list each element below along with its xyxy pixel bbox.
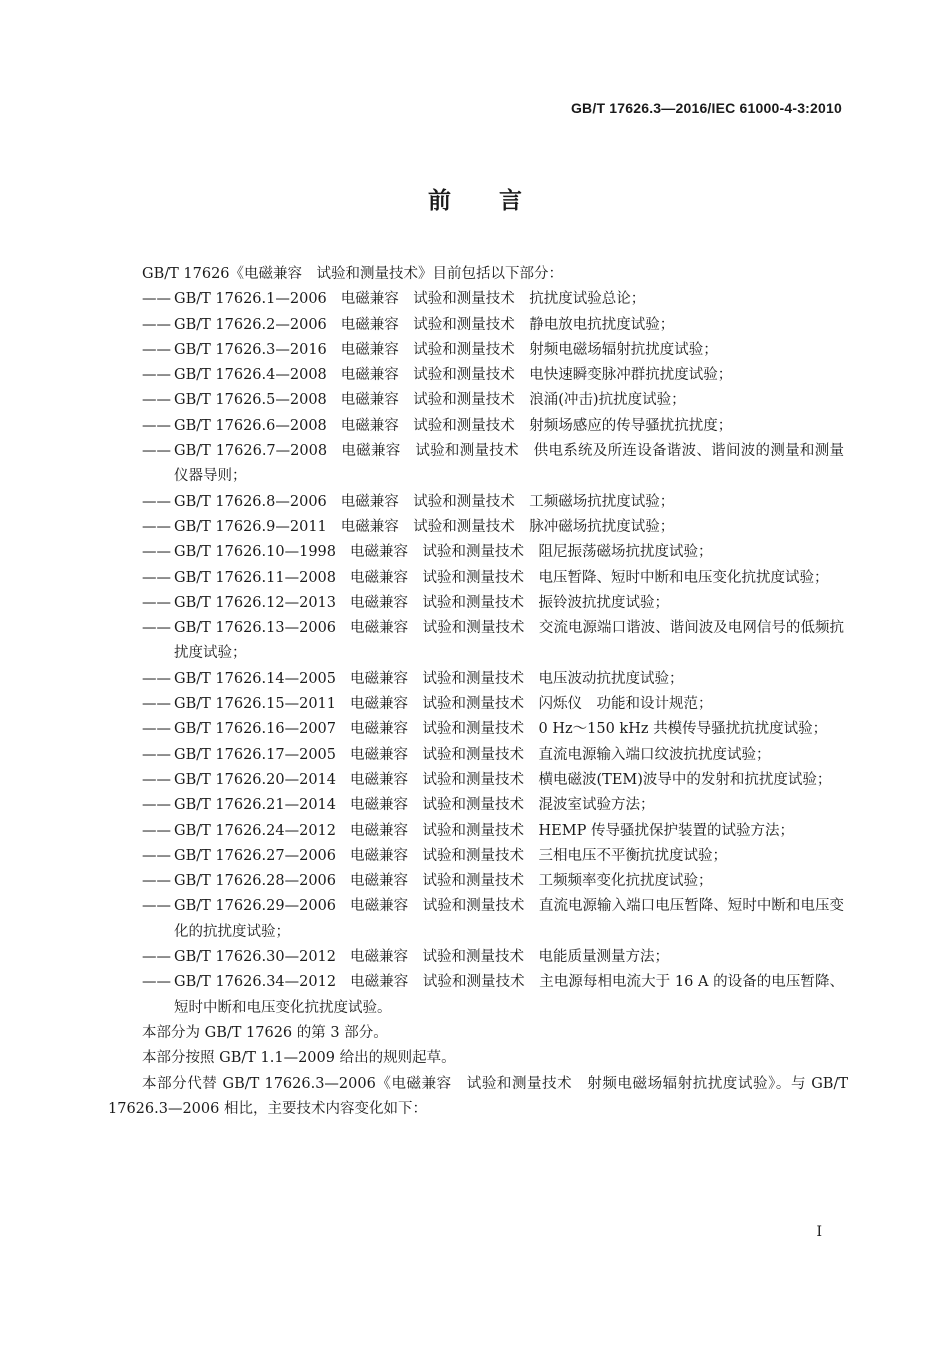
part-code: GB/T 17626.27—2006 [174,847,336,864]
list-dash: —— [142,291,171,308]
list-dash: —— [142,898,171,915]
list-dash: —— [142,569,171,586]
list-item [108,566,844,591]
part-code: GB/T 17626.20—2014 [174,771,336,788]
part-title: 电磁兼容 试验和测量技术 电压波动抗扰度试验； [350,670,684,687]
part-title: 电磁兼容 试验和测量技术 横电磁波(TEM)波导中的发射和抗扰度试验； [350,771,832,788]
part-title: 电磁兼容 试验和测量技术 静电放电抗扰度试验； [340,316,675,333]
list-item [108,869,844,894]
list-item [108,287,844,312]
list-item [108,945,844,970]
part-title: 电磁兼容 试验和测量技术 直流电源输入端口纹波抗扰度试验； [350,746,771,763]
part-title: 电磁兼容 试验和测量技术 闪烁仪 功能和设计规范； [350,696,713,713]
list-item [108,667,844,692]
part-code: GB/T 17626.13—2006 [174,620,337,637]
list-dash: —— [142,594,171,611]
standard-code-header: GB/T 17626.3—2016/IEC 61000-4-3:2010 [570,100,842,116]
part-title: 电磁兼容 试验和测量技术 振铃波抗扰度试验； [350,594,669,611]
part-title: 电磁兼容 试验和测量技术 0 Hz～150 kHz 共模传导骚扰抗扰度试验； [350,721,828,738]
part-title: 电磁兼容 试验和测量技术 直流电源输入端口电压暂降、短时中断和电压变化的抗扰度试验； [174,898,844,940]
list-item [108,616,844,667]
list-item [108,844,844,869]
part-title: 电磁兼容 试验和测量技术 三相电压不平衡抗扰度试验； [350,847,727,864]
list-item [108,894,844,945]
list-dash: —— [142,771,171,788]
parts-list [108,287,844,1021]
page-title: 前言 [428,188,570,214]
part-code: GB/T 17626.17—2005 [174,746,336,763]
list-dash: —— [142,949,171,966]
part-code: GB/T 17626.6—2008 [174,417,327,434]
part-code: GB/T 17626.15—2011 [174,696,336,713]
part-title: 电磁兼容 试验和测量技术 射频电磁场辐射抗扰度试验； [340,341,718,358]
part-code: GB/T 17626.11—2008 [174,569,336,586]
list-item [108,540,844,565]
part-title: 电磁兼容 试验和测量技术 浪涌(冲击)抗扰度试验； [340,392,686,409]
part-code: GB/T 17626.1—2006 [174,291,327,308]
part-code: GB/T 17626.12—2013 [174,594,336,611]
part-title: 电磁兼容 试验和测量技术 交流电源端口谐波、谐间波及电网信号的低频抗扰度试验； [174,620,844,662]
part-code: GB/T 17626.16—2007 [174,721,336,738]
part-code: GB/T 17626.28—2006 [174,873,336,890]
part-title: 电磁兼容 试验和测量技术 脉冲磁场抗扰度试验； [340,518,675,535]
part-title: 电磁兼容 试验和测量技术 工频磁场抗扰度试验； [340,493,675,510]
list-item [108,490,844,515]
list-dash: —— [142,797,171,814]
list-item [108,768,844,793]
list-dash: —— [142,443,171,460]
list-item [108,717,844,742]
list-item [108,591,844,616]
page-number: I [816,1224,822,1240]
part-title: 电磁兼容 试验和测量技术 工频频率变化抗扰度试验； [350,873,713,890]
part-code: GB/T 17626.10—1998 [174,544,336,561]
part-title: 电磁兼容 试验和测量技术 混波室试验方法； [350,797,655,814]
list-item [108,819,844,844]
part-title: 电磁兼容 试验和测量技术 电压暂降、短时中断和电压变化抗扰度试验； [350,569,829,586]
list-dash: —— [142,847,171,864]
part-title: 电磁兼容 试验和测量技术 电快速瞬变脉冲群抗扰度试验； [340,367,733,384]
part-code: GB/T 17626.8—2006 [174,493,327,510]
list-dash: —— [142,696,171,713]
part-title: 电磁兼容 试验和测量技术 供电系统及所连设备谐波、谐间波的测量和测量仪器导则； [174,443,844,485]
part-title: 电磁兼容 试验和测量技术 阻尼振荡磁场抗扰度试验； [350,544,713,561]
part-code: GB/T 17626.34—2012 [174,974,337,991]
foreword-body [108,262,848,1122]
part-code: GB/T 17626.24—2012 [174,822,336,839]
list-dash: —— [142,544,171,561]
list-item [108,363,844,388]
list-item [108,793,844,818]
part-code: GB/T 17626.7—2008 [174,443,328,460]
part-code: GB/T 17626.30—2012 [174,949,336,966]
part-title: 电磁兼容 试验和测量技术 HEMP 传导骚扰保护装置的试验方法； [350,822,794,839]
list-dash: —— [142,518,171,535]
part-title: 电磁兼容 试验和测量技术 射频场感应的传导骚扰抗扰度； [340,417,733,434]
list-dash: —— [142,974,171,991]
list-item [108,743,844,768]
list-dash: —— [142,620,171,637]
part-code: GB/T 17626.2—2006 [174,316,327,333]
list-dash: —— [142,392,171,409]
intro-paragraph: GB/T 17626《电磁兼容 试验和测量技术》目前包括以下部分： [142,266,564,282]
list-dash: —— [142,417,171,434]
part-title: 电磁兼容 试验和测量技术 抗扰度试验总论； [340,291,646,308]
list-dash: —— [142,873,171,890]
list-dash: —— [142,341,171,358]
part-title: 电磁兼容 试验和测量技术 电能质量测量方法； [350,949,669,966]
part-code: GB/T 17626.4—2008 [174,367,327,384]
list-dash: —— [142,721,171,738]
part-title: 电磁兼容 试验和测量技术 主电源每相电流大于 16 A 的设备的电压暂降、短时中断和电压变化抗扰度试验。 [174,974,844,1016]
paragraph-drafting-rules: 本部分按照 GB/T 1.1—2009 给出的规则起草。 [142,1050,456,1067]
list-dash: —— [142,493,171,510]
part-code: GB/T 17626.5—2008 [174,392,327,409]
list-item [108,515,844,540]
part-code: GB/T 17626.14—2005 [174,670,336,687]
part-code: GB/T 17626.29—2006 [174,898,337,915]
list-item [108,338,844,363]
list-item [108,970,844,1021]
list-item [108,313,844,338]
list-item [108,388,844,413]
list-item [108,439,844,490]
list-dash: —— [142,746,171,763]
paragraph-part-number: 本部分为 GB/T 17626 的第 3 部分。 [142,1024,388,1041]
list-item [108,692,844,717]
list-dash: —— [142,822,171,839]
part-code: GB/T 17626.21—2014 [174,797,336,814]
list-dash: —— [142,670,171,687]
list-dash: —— [142,367,171,384]
part-code: GB/T 17626.9—2011 [174,518,327,535]
part-code: GB/T 17626.3—2016 [174,341,327,358]
list-dash: —— [142,316,171,333]
list-item [108,414,844,439]
paragraph-replacement: 本部分代替 GB/T 17626.3—2006《电磁兼容 试验和测量技术 射频电磁场辐射抗扰度试验》。与 GB/T 17626.3—2006 相比，主要技术内容变化如下： [108,1075,848,1117]
